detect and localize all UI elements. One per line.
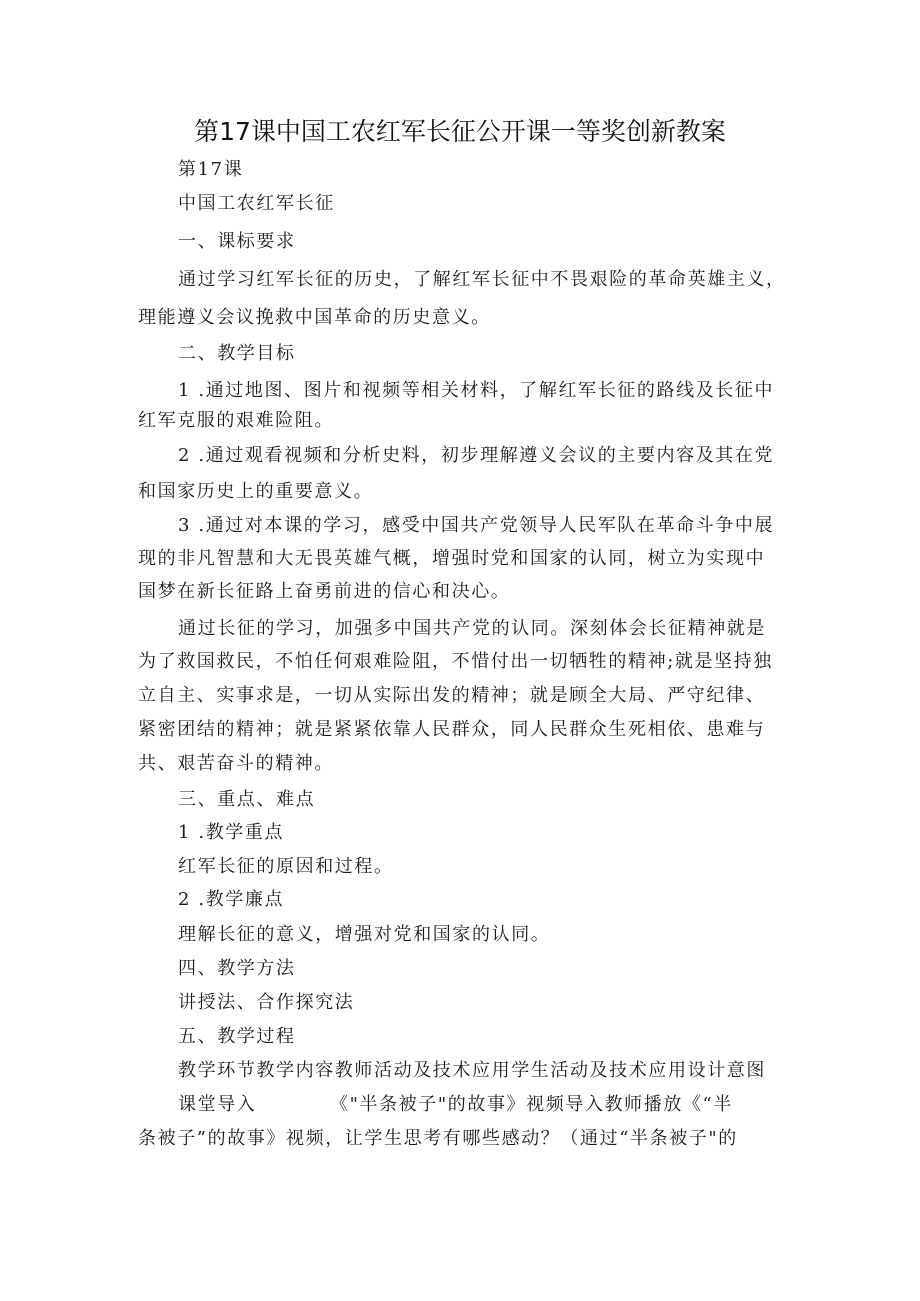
text-line: 中国工农红军长征	[178, 193, 335, 214]
section-heading: 五、教学过程	[178, 1026, 296, 1047]
text-line: 第17课	[178, 159, 244, 180]
text-line: 共、艰苦奋斗的精神。	[138, 753, 334, 774]
section-heading: 一、课标要求	[178, 231, 296, 252]
text-line: 现的非凡智慧和大无畏英雄气概，增强时党和国家的认同，树立为实现中	[138, 548, 766, 569]
text-line: 1 .教学重点	[178, 822, 285, 843]
text-line: 2 .教学廉点	[178, 889, 285, 910]
text-line: 为了救国救民，不怕任何艰难险阻，不惜付出一切牺牲的精神;就是坚持独	[138, 651, 773, 672]
text-line: 国梦在新长征路上奋勇前进的信心和决心。	[138, 581, 511, 602]
section-heading: 二、教学目标	[178, 343, 296, 364]
text-line: 理能遵义会议挽救中国革命的历史意义。	[138, 307, 491, 328]
text-line: 紧密团结的精神；就是紧紧依靠人民群众，同人民群众生死相依、患难与	[138, 719, 766, 740]
text-line: 通过学习红军长征的历史，了解红军长征中不畏艰险的革命英雄主义，	[178, 269, 786, 290]
document-title: 第17课中国工农红军长征公开课一等奖创新教案	[194, 117, 726, 146]
text-line: 讲授法、合作探究法	[178, 992, 355, 1013]
text-line: 《"半条被子"的故事》视频导入教师播放《“半	[330, 1094, 733, 1115]
text-line: 教学环节教学内容教师活动及技术应用学生活动及技术应用设计意图	[178, 1060, 766, 1081]
text-line: 1 .通过地图、图片和视频等相关材料，了解红军长征的路线及长征中	[178, 380, 775, 401]
section-heading: 三、重点、难点	[178, 789, 316, 810]
text-line: 立自主、实事求是，一切从实际出发的精神；就是顾全大局、严守纪律、	[138, 685, 766, 706]
text-line: 条被子”的故事》视频，让学生思考有哪些感动？（通过“半条被子"的	[138, 1128, 738, 1149]
text-line: 课堂导入	[178, 1094, 257, 1115]
text-line: 和国家历史上的重要意义。	[138, 481, 374, 502]
text-line: 通过长征的学习，加强多中国共产党的认同。深刻体会长征精神就是	[178, 618, 766, 639]
section-heading: 四、教学方法	[178, 958, 296, 979]
text-line: 红军克服的艰难险阻。	[138, 410, 334, 431]
text-line: 2 .通过观看视频和分析史料，初步理解遵义会议的主要内容及其在党	[178, 445, 775, 466]
text-line: 红军长征的原因和过程。	[178, 856, 394, 877]
text-line: 理解长征的意义，增强对党和国家的认同。	[178, 924, 551, 945]
text-line: 3 .通过对本课的学习，感受中国共产党领导人民军队在革命斗争中展	[178, 515, 775, 536]
